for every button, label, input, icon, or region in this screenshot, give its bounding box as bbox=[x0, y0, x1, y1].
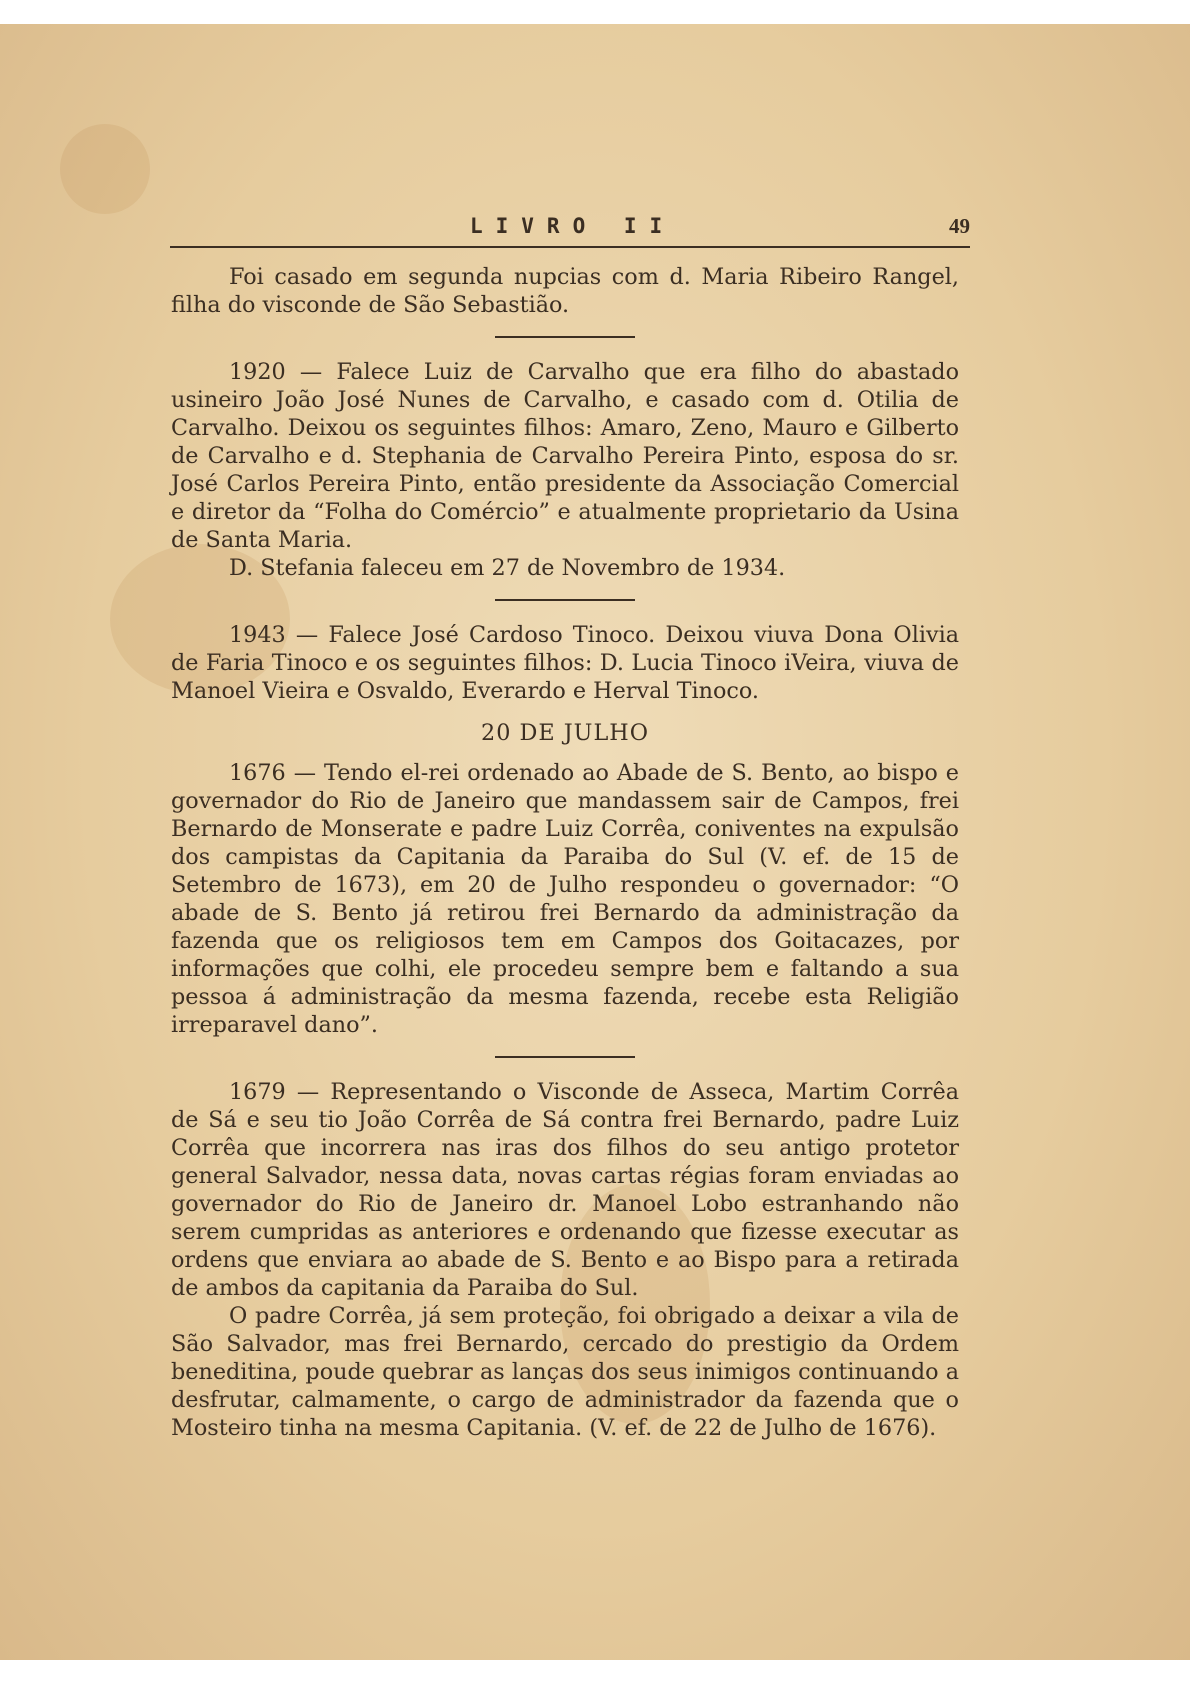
paragraph-marriage: Foi casado em segunda nupcias com d. Maria Ribeiro Rangel, filha do visconde de São Sebastião. bbox=[171, 264, 959, 318]
page-body bbox=[171, 263, 959, 1442]
running-title: LIVRO II bbox=[470, 214, 676, 238]
page-header bbox=[170, 212, 970, 248]
separator-rule bbox=[495, 599, 635, 601]
separator-rule bbox=[495, 336, 635, 338]
paragraph-padre-correa: O padre Corrêa, já sem proteção, foi obrigado a deixar a vila de São Salvador, mas frei Bernardo, cercado do prestigio da Ordem beneditina, poude quebrar as lanças dos seus inimigos continuando a desfrutar, calmamente, o cargo de administrador da fazenda que o Mosteiro tinha na mesma Capitania. (V. ef. de 22 de Julho de 1676). bbox=[171, 1303, 959, 1441]
paragraph-1679: 1679 — Representando o Visconde de Asseca, Martim Corrêa de Sá e seu tio João Corrêa de Sá contra frei Bernardo, padre Luiz Corrêa que incorrera nas iras dos filhos do seu antigo protetor general Salvador, nessa data, novas cartas régias foram enviadas ao governador do Rio de Janeiro dr. Manoel Lobo estranhando não serem cumpridas as anteriores e ordenando que fizesse executar as ordens que enviara ao abade de S. Bento e ao Bispo para a retirada de ambos da capitania da Paraiba do Sul. bbox=[171, 1079, 959, 1301]
separator-rule bbox=[495, 1056, 635, 1058]
paragraph-1920: 1920 — Falece Luiz de Carvalho que era filho do abastado usineiro João José Nunes de Carvalho, e casado com d. Otilia de Carvalho. Deixou os seguintes filhos: Amaro, Zeno, Mauro e Gilberto de Carvalho e d. Stephania de Carvalho Pereira Pinto, esposa do sr. José Carlos Pereira Pinto, então presidente da Associação Comercial e diretor da “Folha do Comércio” e atualmente proprietario da Usina de Santa Maria. bbox=[171, 359, 959, 553]
page-number: 49 bbox=[949, 214, 970, 238]
paragraph-1943: 1943 — Falece José Cardoso Tinoco. Deixou viuva Dona Olivia de Faria Tinoco e os seguintes filhos: D. Lucia Tinoco iVeira, viuva de Manoel Vieira e Osvaldo, Everardo e Herval Tinoco. bbox=[171, 622, 959, 704]
section-heading-date: 20 DE JULHO bbox=[481, 720, 649, 746]
paragraph-1676: 1676 — Tendo el-rei ordenado ao Abade de S. Bento, ao bispo e governador do Rio de Janeiro que mandassem sair de Campos, frei Bernardo de Monserate e padre Luiz Corrêa, coniventes na expulsão dos campistas da Capitania da Paraiba do Sul (V. ef. de 15 de Setembro de 1673), em 20 de Julho respondeu o governador: “O abade de S. Bento já retirou frei Bernardo da administração da fazenda que os religiosos tem em Campos dos Goitacazes, por informações que colhi, ele procedeu sempre bem e faltando a sua pessoa á administração da mesma fazenda, recebe esta Religião irreparavel dano”. bbox=[171, 760, 959, 1038]
paragraph-stefania: D. Stefania faleceu em 27 de Novembro de 1934. bbox=[229, 555, 786, 581]
